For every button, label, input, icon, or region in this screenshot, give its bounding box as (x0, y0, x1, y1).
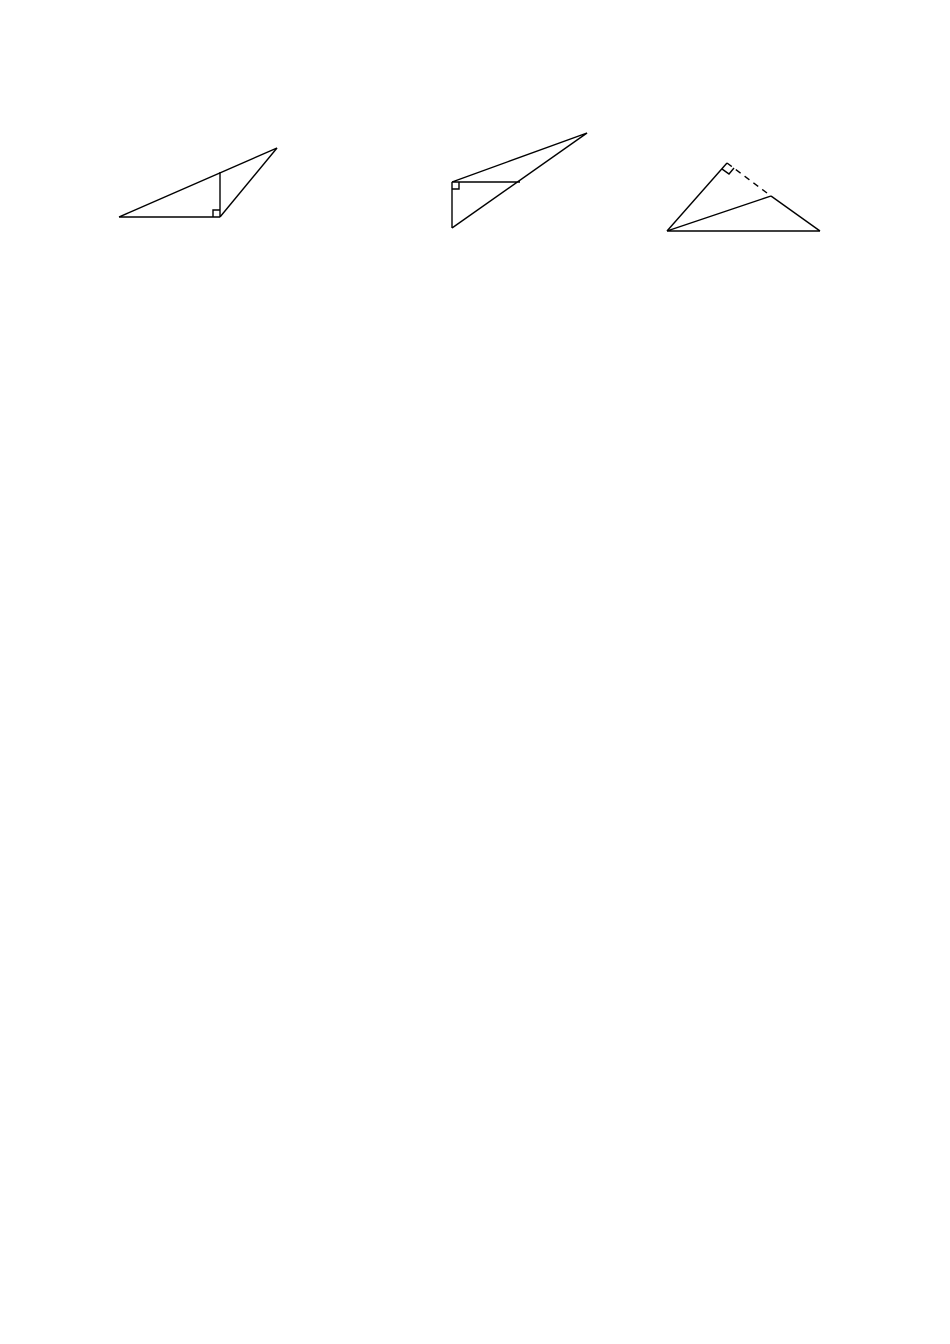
figure-option-b (440, 115, 600, 250)
figure-option-a (110, 130, 290, 245)
figure-option-d (275, 255, 475, 375)
figure-option-c (645, 145, 845, 250)
